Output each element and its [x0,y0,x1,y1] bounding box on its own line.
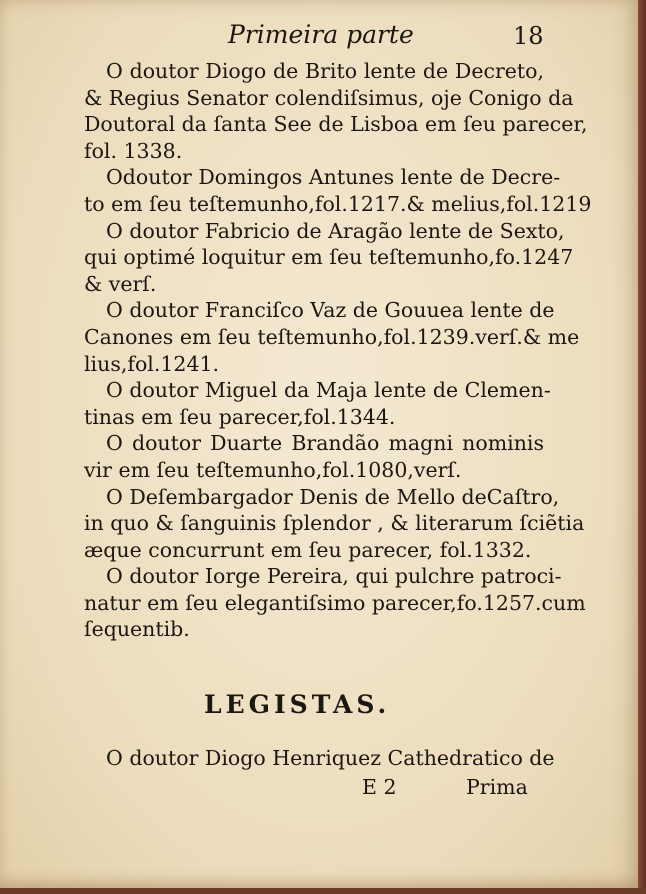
running-title: Primeira parte [228,20,414,49]
text-line: O doutor Miguel da Maja lente de Clemen- [106,378,551,403]
page-footer [0,775,640,803]
signature-mark: E 2 [362,775,397,799]
text-line: O doutor Franciſco Vaz de Gouuea lente de [106,298,555,323]
page-edge [638,0,646,894]
text-line: ſequentib. [84,617,190,642]
running-head [0,20,640,54]
page-number: 18 [513,22,544,50]
text-line: æque concurrunt em ſeu parecer, fol.1332. [84,537,532,562]
text-line: & verſ. [84,271,157,296]
text-line: lius,fol.1241. [84,351,220,376]
text-line: Canones em ſeu teſtemunho,fol.1239.verſ.& me [84,324,580,349]
catchword: Prima [466,775,528,799]
text-line: in quo & ſanguinis ſplendor , & literarum ſciẽtia [84,511,585,536]
text-line: fol. 1338. [84,138,183,163]
text-line: vir em ſeu teſtemunho,fol.1080,verſ. [84,457,462,482]
text-line: to em ſeu teſtemunho,fol.1217.& melius,fol.1219 [84,191,592,216]
page-bottom-edge [0,888,646,894]
text-line: natur em ſeu elegantiſsimo parecer,fo.1257.cum [84,590,586,615]
text-line: Doutoral da ſanta See de Lisboa em ſeu parecer, [84,112,588,137]
final-paragraph [84,745,555,772]
text-line: O doutor Diogo Henriquez Cathedratico de [106,746,555,770]
text-line: Odoutor Domingos Antunes lente de Decre- [106,165,561,190]
text-line: O doutor Iorge Pereira, qui pulchre patroci- [106,564,562,589]
text-line: O doutor Duarte Brandão magni nominis [106,431,544,456]
text-line: tinas em ſeu parecer,fol.1344. [84,404,396,429]
text-line: O doutor Fabricio de Aragão lente de Sexto, [106,218,565,243]
body-text [84,58,592,643]
section-heading: LEGISTAS. [204,690,391,719]
text-line: O doutor Diogo de Brito lente de Decreto, [106,59,544,83]
text-line: & Regius Senator colendiſsimus, oje Conigo da [84,85,574,110]
text-line: qui optimé loquitur em ſeu teſtemunho,fo.1247 [84,245,574,270]
text-line: O Deſembargador Denis de Mello deCaſtro, [106,484,560,509]
